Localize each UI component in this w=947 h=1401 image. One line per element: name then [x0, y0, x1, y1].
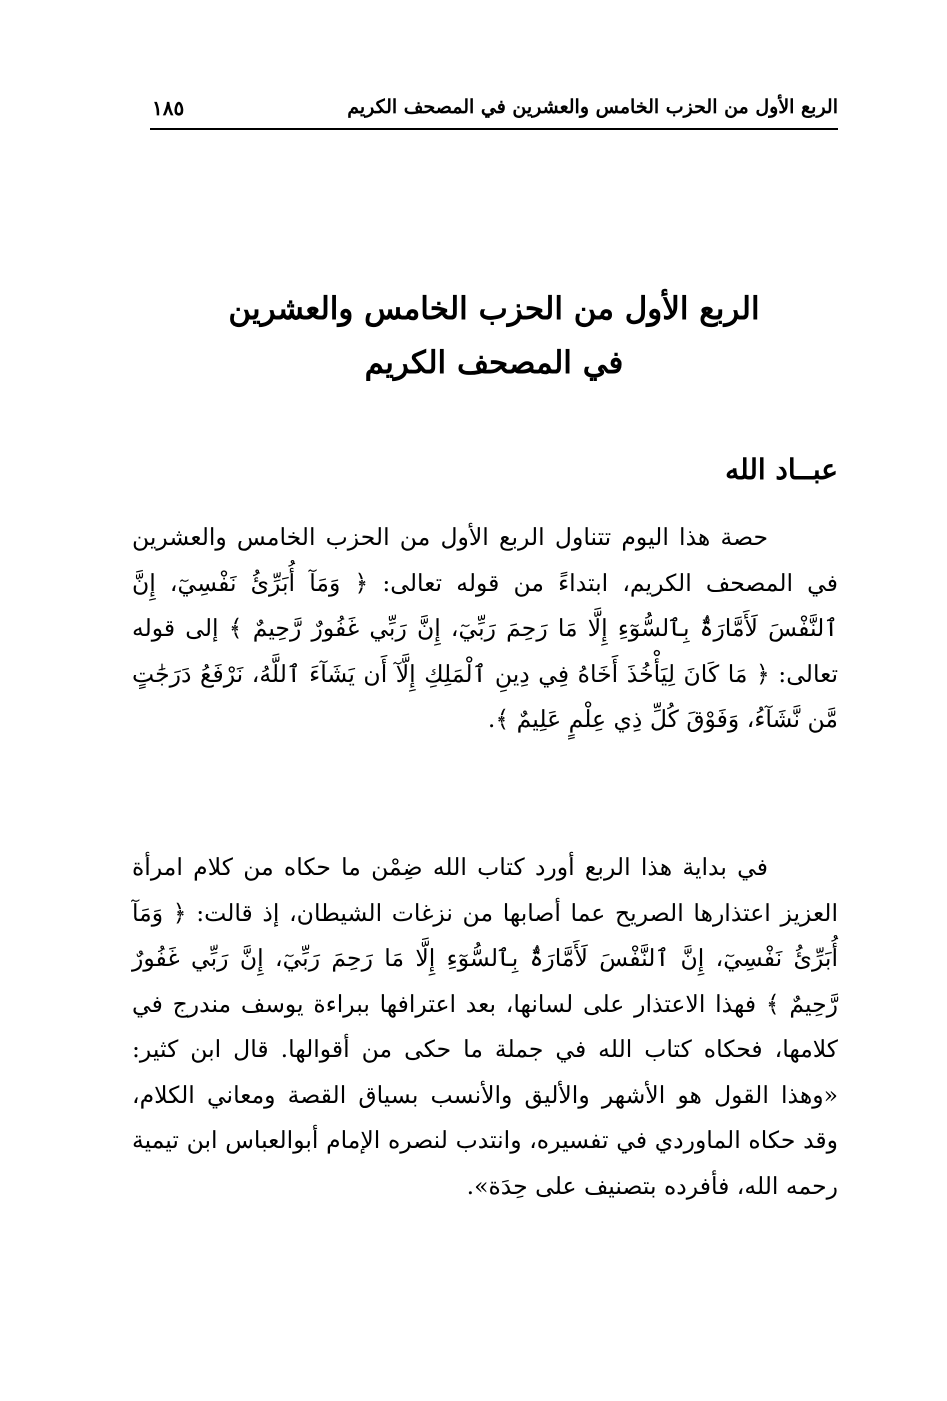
- chapter-title-line-2: في المصحف الكريم: [364, 345, 624, 381]
- running-header: [150, 92, 838, 130]
- paragraph-1-text: حصة هذا اليوم تتناول الربع الأول من الحزب الخامس والعشرين في المصحف الكريم، ابتداءً من قوله تعالى: ﴿ وَمَآ أُبَرِّئُ نَفْسِيٓ، إِنَّ ٱلنَّفْسَ لَأَمَّارَةٌۢ بِٱلسُّوٓءِ إِلَّا مَا رَحِمَ رَبِّيٓ، إِنَّ رَبِّي غَفُورٌ رَّحِيمٌ ﴾ إلى قوله تعالى: ﴿ مَا كَانَ لِيَأْخُذَ أَخَاهُ فِي دِينِ ٱلْمَلِكِ إِلَّآ أَن يَشَآءَ ٱللَّهُ، نَرْفَعُ دَرَجَٰتٍ مَّن نَّشَآءُ، وَفَوْقَ كُلِّ ذِي عِلْمٍ عَلِيمٌ ﴾.: [132, 523, 838, 733]
- chapter-title-line-1: الربع الأول من الحزب الخامس والعشرين: [228, 291, 760, 327]
- paragraph-2-text: في بداية هذا الربع أورد كتاب الله ضِمْن ما حكاه من كلام امرأة العزيز اعتذارها الصريح عما أصابها من نزغات الشيطان، إذ قالت: ﴿ وَمَآ أُبَرِّئُ نَفْسِيٓ، إِنَّ ٱلنَّفْسَ لَأَمَّارَةٌۢ بِٱلسُّوٓءِ إِلَّا مَا رَحِمَ رَبِّيٓ، إِنَّ رَبِّي غَفُورٌ رَّحِيمٌ ﴾ فهذا الاعتذار على لسانها، بعد اعترافها ببراءة يوسف مندرج في كلامها، فحكاه كتاب الله في جملة ما حكى من أقوالها. قال ابن كثير: «وهذا القول هو الأشهر والأليق والأنسب بسياق القصة ومعاني الكلام، وقد حكاه الماوردي في تفسيره، وانتدب لنصره الإمام أبوالعباس ابن تيمية رحمه الله، فأفرده بتصنيف على حِدَة».: [132, 853, 838, 1200]
- paragraph-1: [132, 515, 838, 743]
- section-heading: عبــاد الله: [725, 453, 838, 486]
- running-title: الربع الأول من الحزب الخامس والعشرين في المصحف الكريم: [347, 96, 838, 118]
- page-number: ١٨٥: [152, 96, 185, 120]
- chapter-title: [150, 282, 838, 390]
- paragraph-2: [132, 845, 838, 1209]
